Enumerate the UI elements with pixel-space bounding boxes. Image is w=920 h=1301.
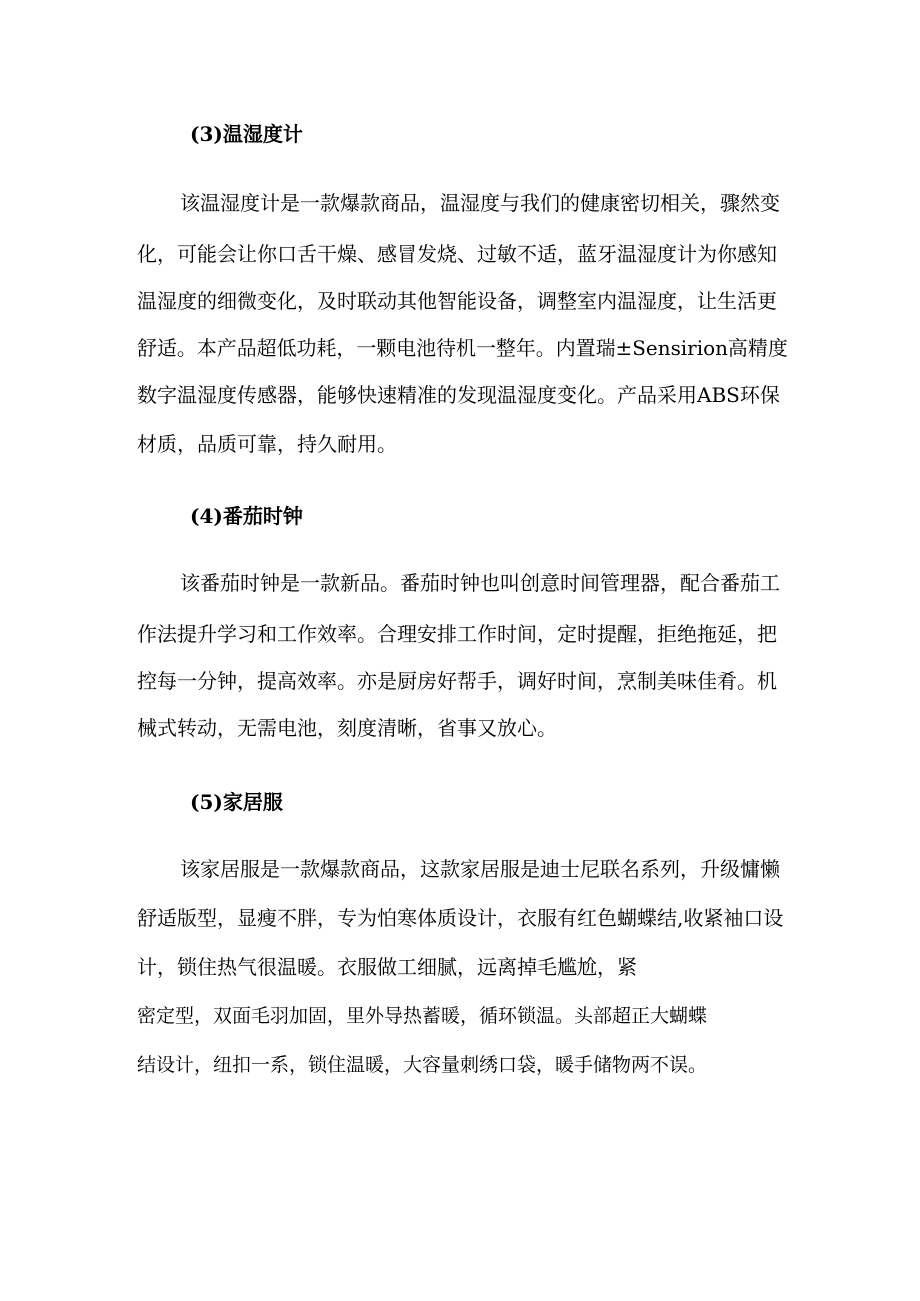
section-heading-hygrometer: (3)温湿度计 — [190, 122, 303, 146]
paragraph-line: 械式转动，无需电池，刻度清晰，省事又放心。 — [137, 716, 557, 740]
paragraph-line: 材质，品质可靠，持久耐用。 — [137, 432, 397, 456]
paragraph-line: 温湿度的细微变化，及时联动其他智能设备，调整室内温湿度，让生活更 — [137, 289, 777, 313]
paragraph-line: 该温湿度计是一款爆款商品，温湿度与我们的健康密切相关，骤然变 — [180, 191, 780, 215]
paragraph-line: 作法提升学习和工作效率。合理安排工作时间，定时提醒，拒绝拖延，把 — [137, 622, 777, 646]
paragraph-line: 该家居服是一款爆款商品，这款家居服是迪士尼联名系列，升级慵懒 — [180, 857, 780, 881]
paragraph-line: 计，锁住热气很温暖。衣服做工细腻，远离掉毛尴尬，紧 — [137, 955, 637, 979]
paragraph-line: 数字温湿度传感器，能够快速精准的发现温湿度变化。产品采用ABS环保 — [137, 383, 780, 407]
paragraph-line: 该番茄时钟是一款新品。番茄时钟也叫创意时间管理器，配合番茄工 — [180, 571, 780, 595]
paragraph-line: 舒适版型，显瘦不胖，专为怕寒体质设计，衣服有红色蝴蝶结,收紧袖口设 — [137, 906, 784, 930]
paragraph-line: 舒适。本产品超低功耗，一颗电池待机一整年。内置瑞±Sensirion高精度 — [137, 336, 788, 360]
section-heading-pomodoro-clock: (4)番茄时钟 — [190, 504, 303, 528]
paragraph-line: 化，可能会让你口舌干燥、感冒发烧、过敏不适，蓝牙温湿度计为你感知 — [137, 242, 777, 266]
paragraph-line: 结设计，纽扣一系，锁住温暖，大容量刺绣口袋，暖手储物两不误。 — [137, 1054, 708, 1076]
paragraph-line: 密定型，双面毛羽加固，里外导热蓄暖，循环锁温。头部超正大蝴蝶 — [137, 1005, 708, 1027]
section-heading-loungewear: (5)家居服 — [190, 790, 283, 814]
paragraph-line: 控每一分钟，提高效率。亦是厨房好帮手，调好时间，烹制美味佳肴。机 — [137, 669, 777, 693]
